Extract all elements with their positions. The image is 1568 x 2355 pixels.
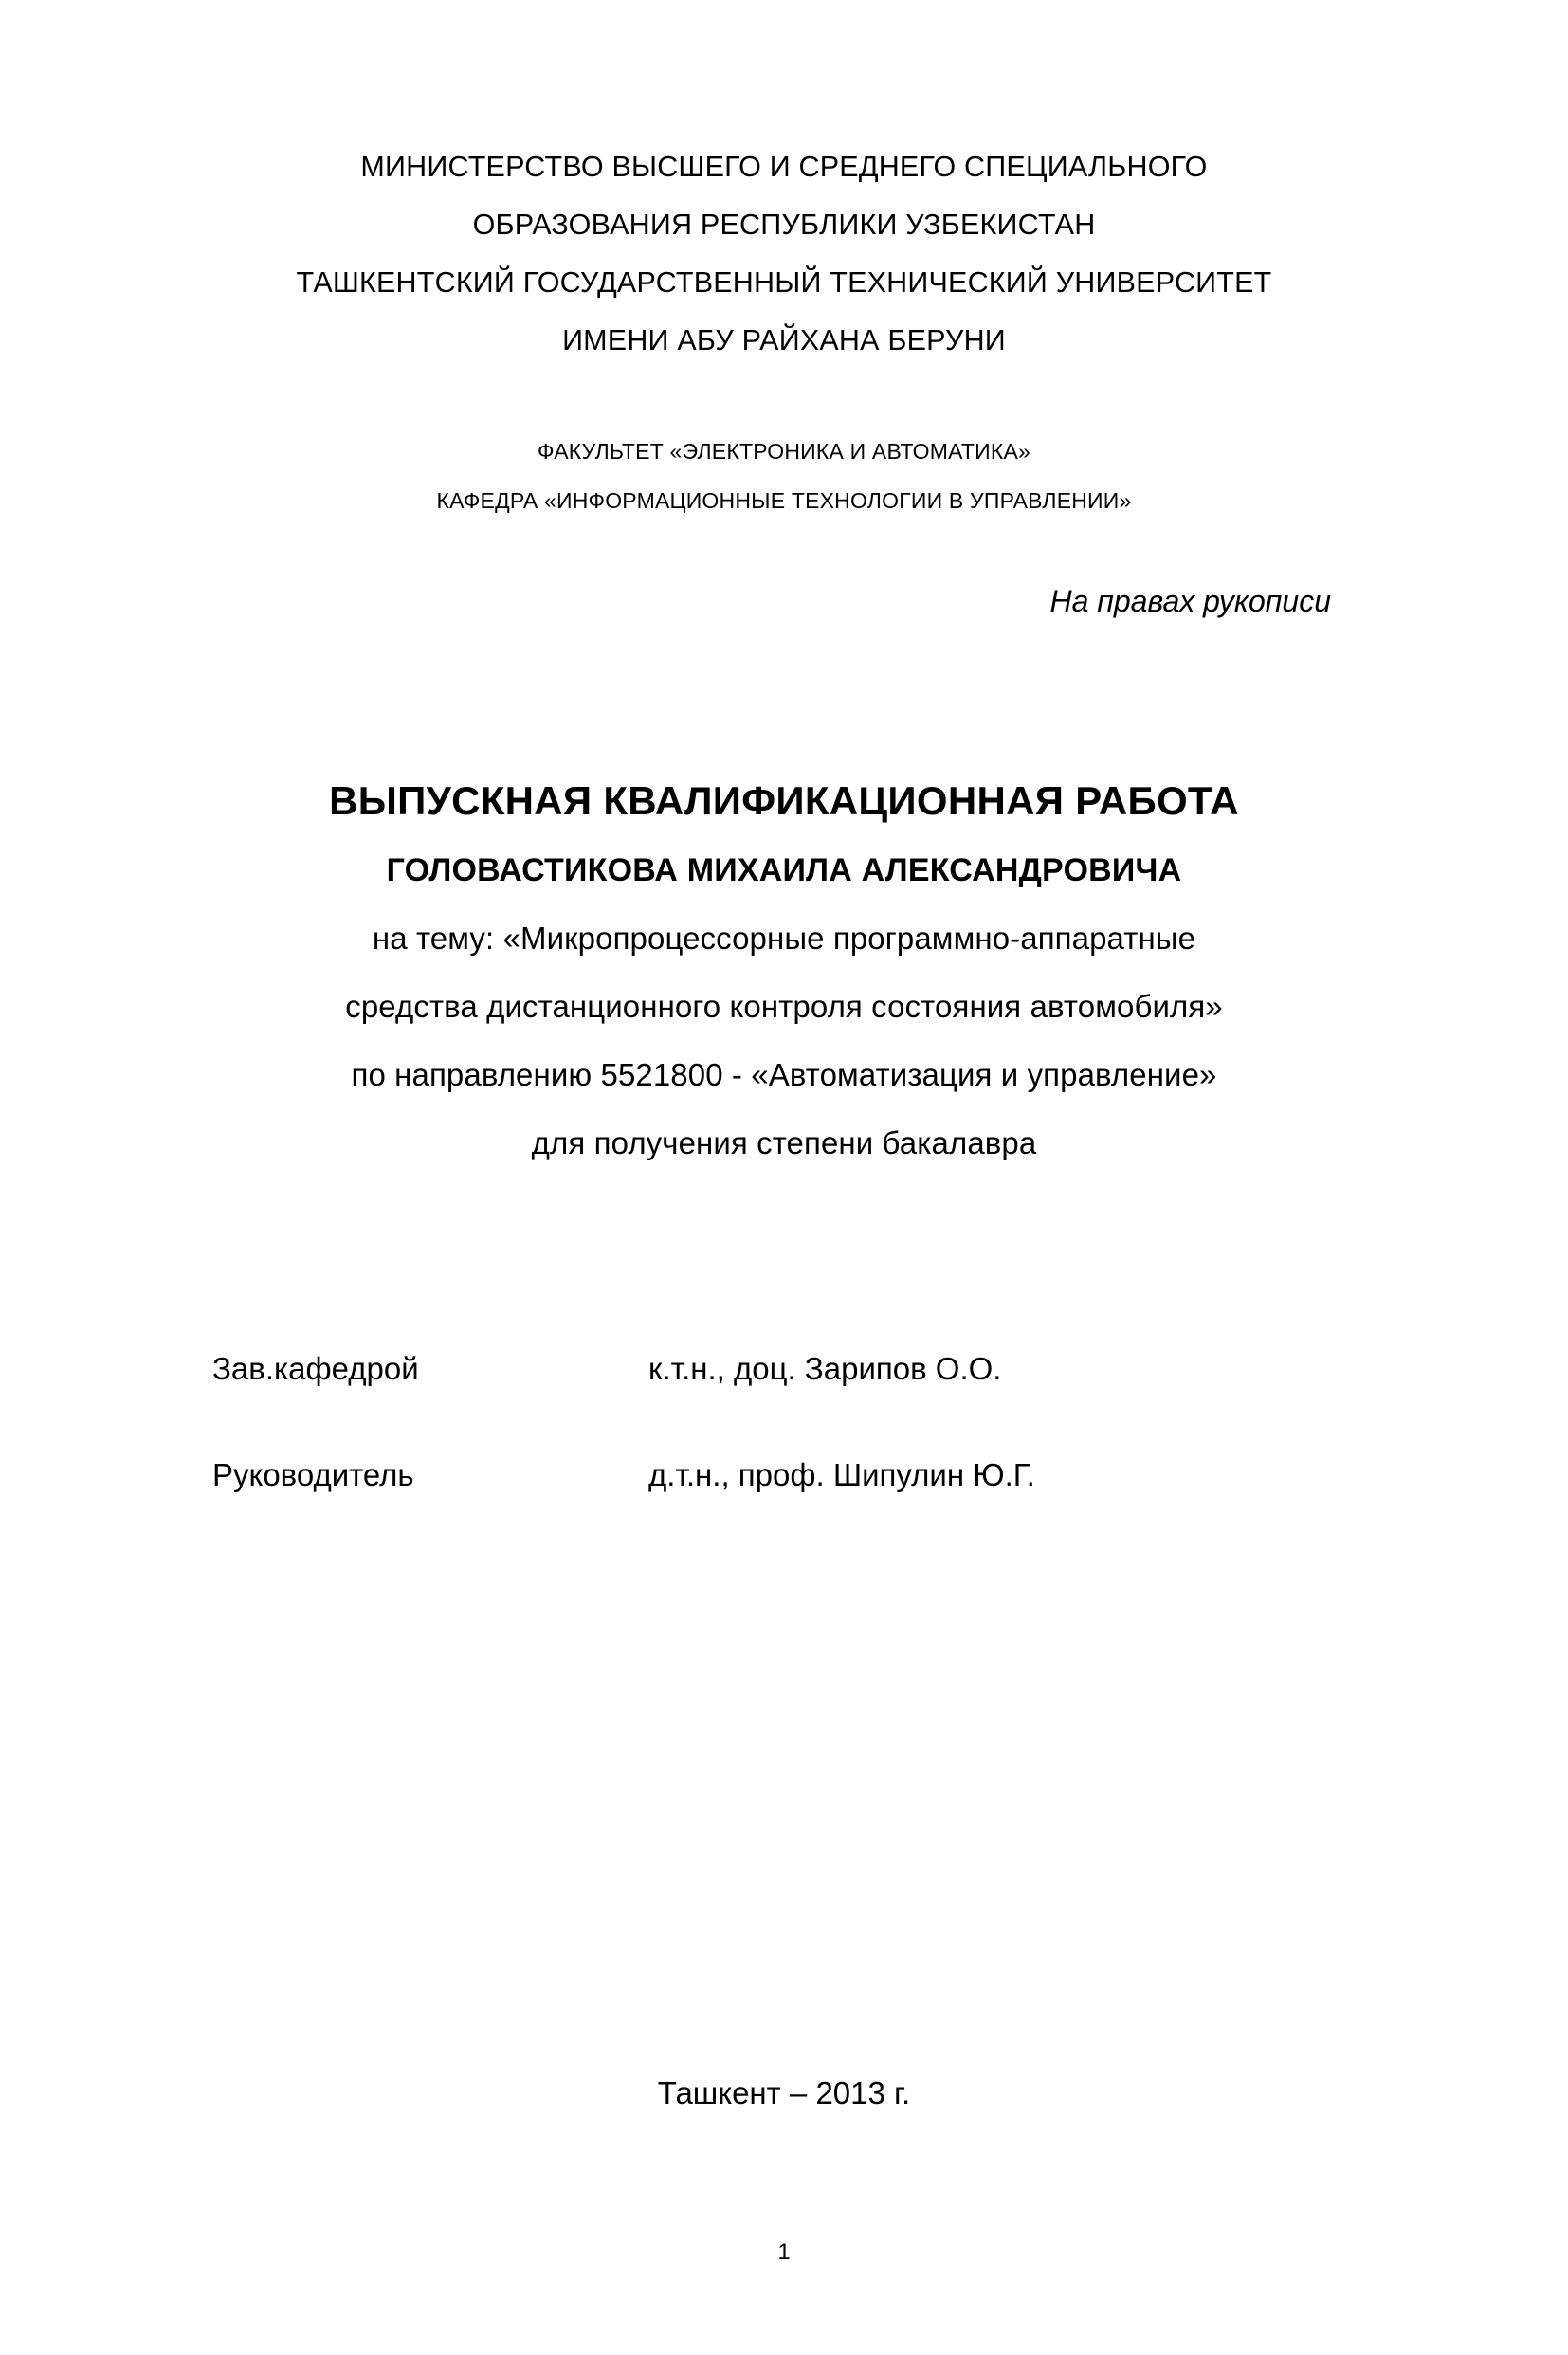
chair-line: КАФЕДРА «ИНФОРМАЦИОННЫЕ ТЕХНОЛОГИИ В УПРАВЛЕНИИ»	[436, 488, 1132, 513]
manuscript-notice-block	[114, 580, 1454, 622]
signature-row	[114, 1348, 1454, 1454]
topic-line-2: средства дистанционного контроля состояния автомобиля»	[345, 989, 1223, 1024]
signature-person-head-of-chair: к.т.н., доц. Зарипов О.О.	[648, 1351, 1002, 1386]
topic-line-1: на тему: «Микропроцессорные программно-аппаратные	[372, 921, 1196, 956]
page-number: 1	[777, 2239, 791, 2265]
document-page	[0, 138, 1568, 2355]
place-and-year: Ташкент – 2013 г.	[657, 2075, 911, 2110]
manuscript-notice: На правах рукописи	[1049, 584, 1331, 618]
institution-line-3: ТАШКЕНТСКИЙ ГОСУДАРСТВЕННЫЙ ТЕХНИЧЕСКИЙ УНИВЕРСИТЕТ	[296, 266, 1272, 299]
institution-line-2: ОБРАЗОВАНИЯ РЕСПУБЛИКИ УЗБЕКИСТАН	[472, 209, 1096, 241]
page-title: ВЫПУСКНАЯ КВАЛИФИКАЦИОННАЯ РАБОТА	[329, 778, 1239, 823]
faculty-line: ФАКУЛЬТЕТ «ЭЛЕКТРОНИКА И АВТОМАТИКА»	[538, 439, 1030, 464]
institution-header	[114, 138, 1454, 370]
signature-role-head-of-chair: Зав.кафедрой	[212, 1351, 419, 1386]
signature-block	[114, 1348, 1454, 1561]
thesis-title-block	[114, 766, 1454, 1178]
signature-person-supervisor: д.т.н., проф. Шипулин Ю.Г.	[648, 1457, 1035, 1492]
department-header	[114, 427, 1454, 525]
topic-line-3: по направлению 5521800 - «Автоматизация и управление»	[351, 1057, 1217, 1092]
institution-line-4: ИМЕНИ АБУ РАЙХАНА БЕРУНИ	[562, 324, 1006, 356]
signature-role-supervisor: Руководитель	[212, 1457, 414, 1492]
signature-row	[114, 1454, 1454, 1561]
author-name: ГОЛОВАСТИКОВА МИХАИЛА АЛЕКСАНДРОВИЧА	[386, 852, 1182, 888]
topic-line-4: для получения степени бакалавра	[531, 1125, 1037, 1160]
institution-line-1: МИНИСТЕРСТВО ВЫСШЕГО И СРЕДНЕГО СПЕЦИАЛЬНОГО	[360, 151, 1208, 183]
